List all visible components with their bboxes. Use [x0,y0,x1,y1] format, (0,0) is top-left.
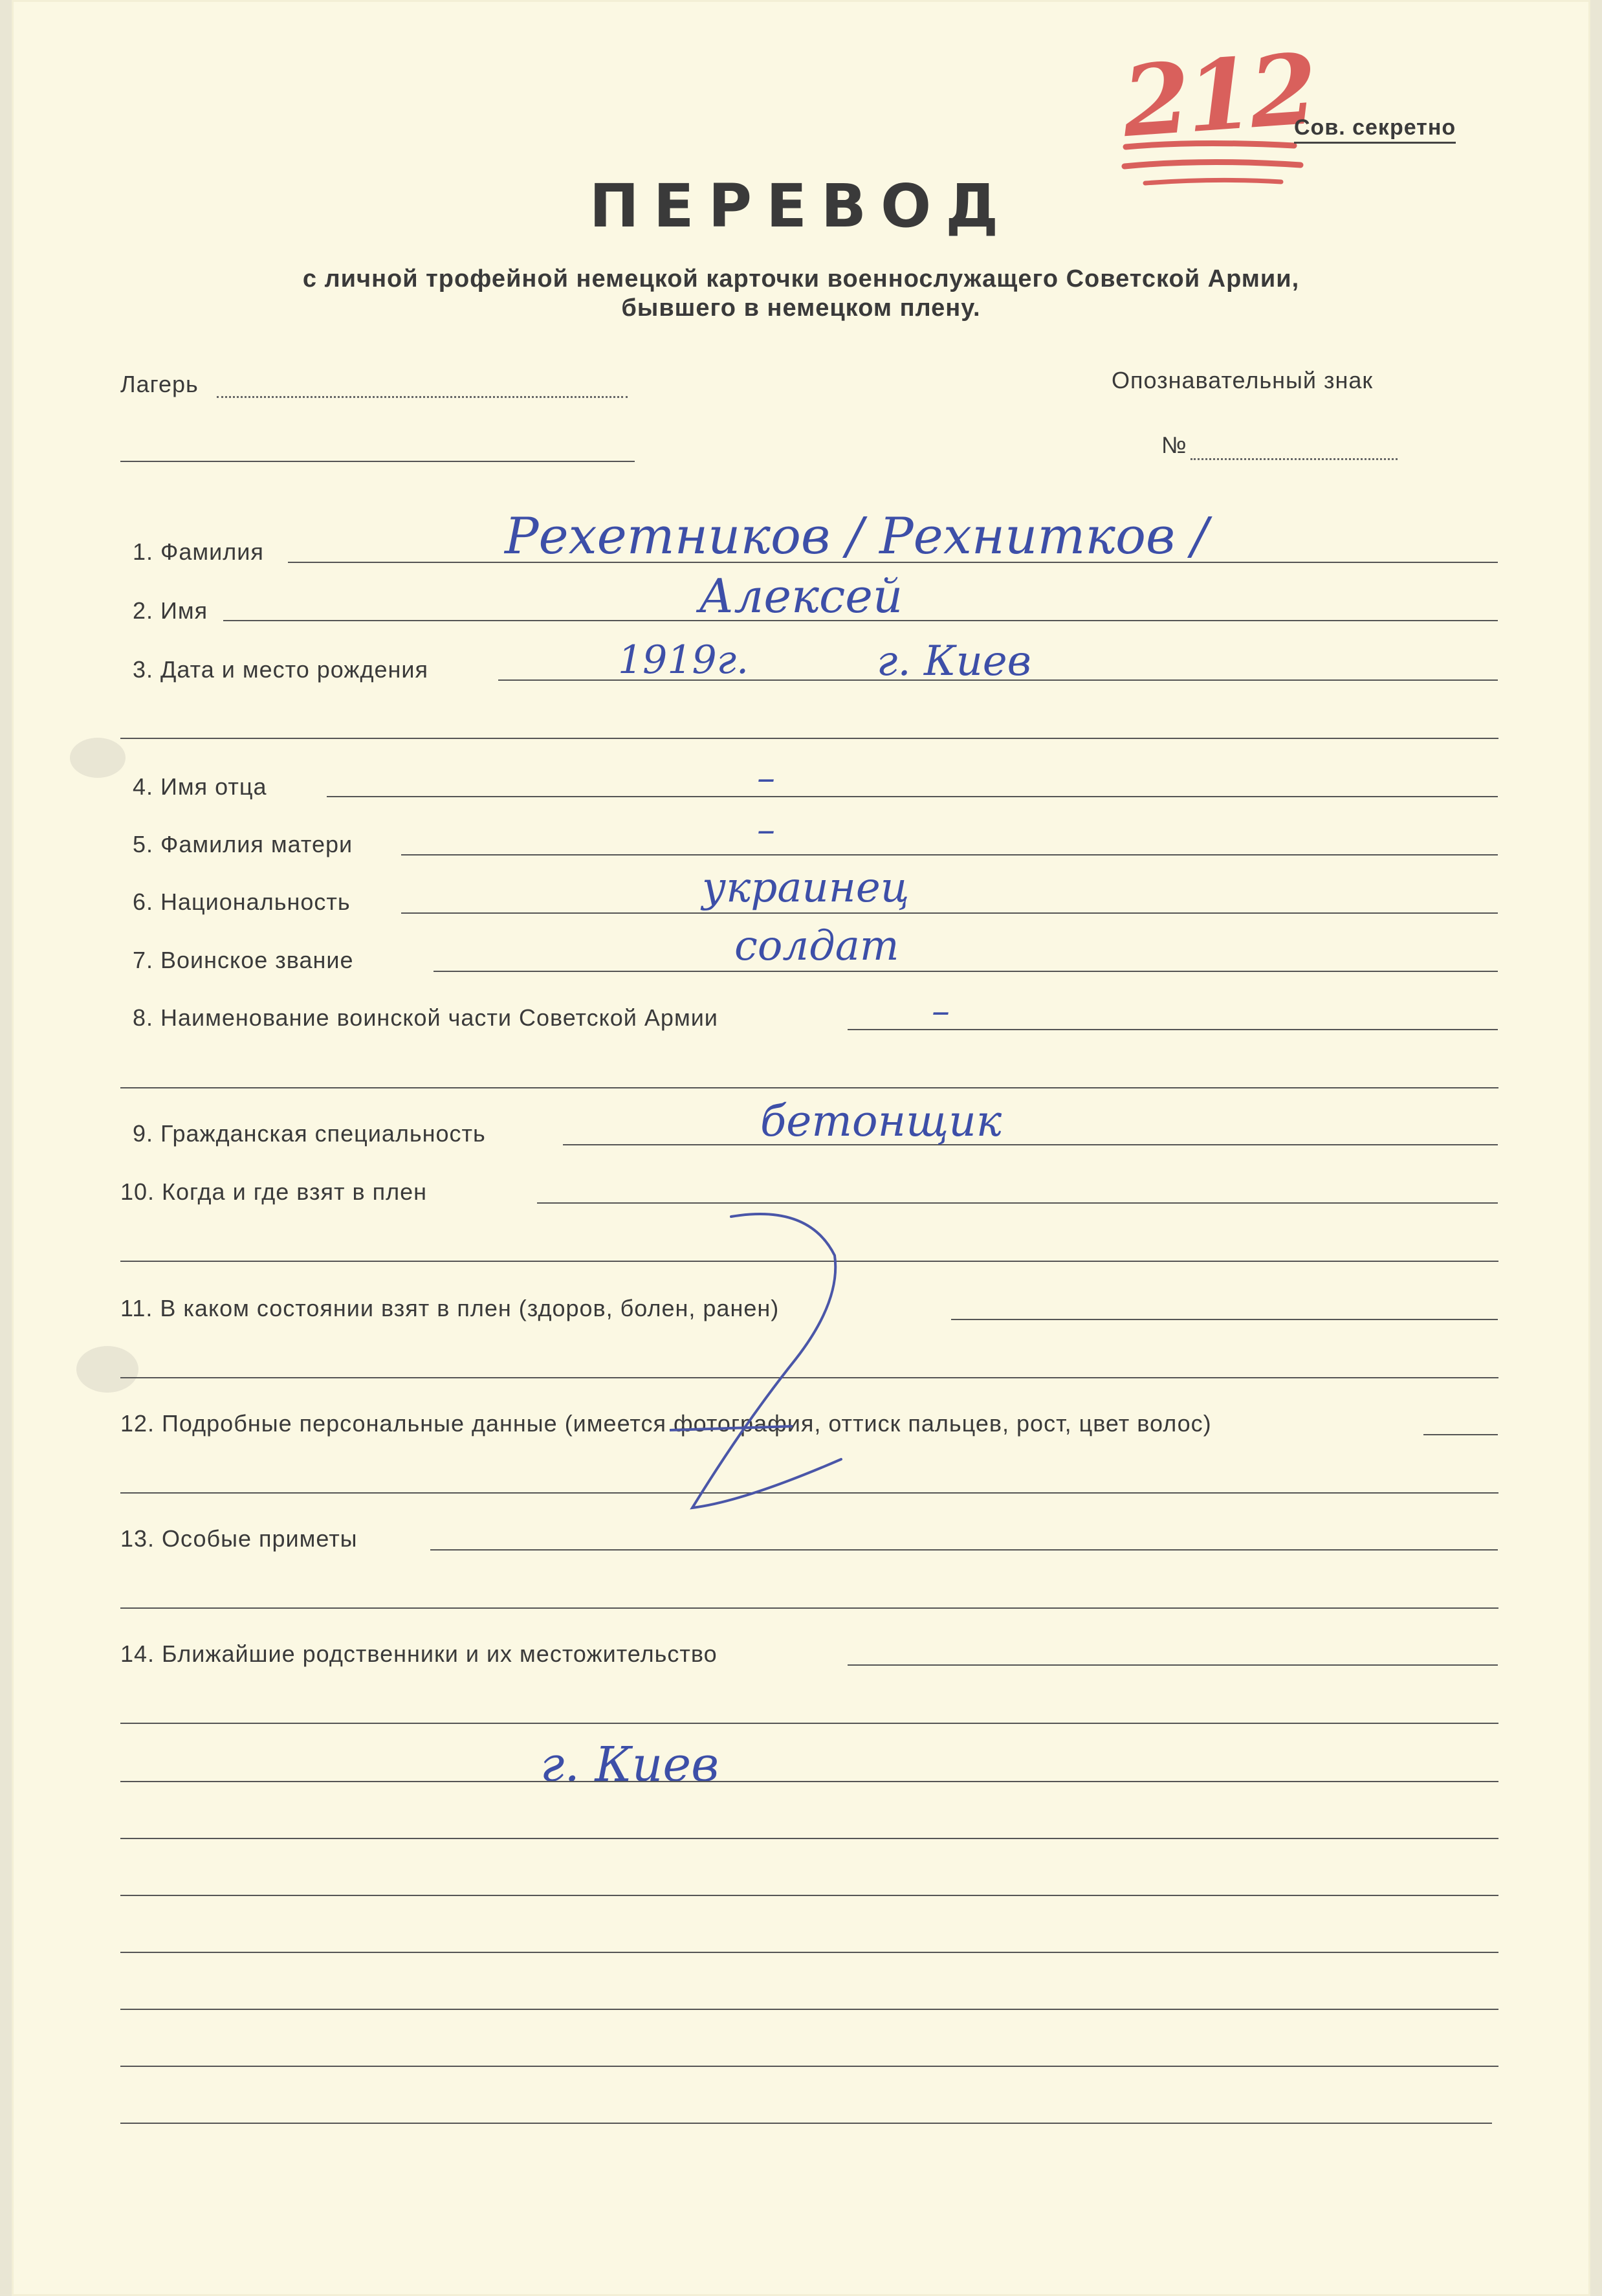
field-label-unit: 8. Наименование воинской части Советской Армии [133,1004,718,1031]
birth-place-value: г. Киев [877,637,1031,685]
field-line [848,1664,1498,1666]
field-line [120,738,1498,739]
field-line [951,1319,1498,1320]
field-label-profession: 9. Гражданская специальность [133,1120,486,1147]
classification-mark: Сов. секретно [1294,115,1456,144]
document-subtitle: бывшего в немецком плену. [621,294,981,322]
field-label-features: 13. Особые приметы [120,1525,358,1552]
stamp-number: 212 [1119,32,1317,160]
field-label-nationality: 6. Национальность [133,889,351,915]
field-line [327,796,1498,797]
id-tag-number-field [1191,458,1398,460]
document-title: ПЕРЕВОД [589,171,1013,241]
field-line [120,1607,1498,1609]
field-line [120,2123,1492,2124]
field-line [120,1781,1498,1782]
camp-field [217,396,628,398]
field-label-relatives: 14. Ближайшие родственники и их местожительство [120,1640,718,1667]
birth-year-value: 1919г. [618,637,749,683]
field-line [120,1952,1498,1953]
field-line [120,1723,1498,1724]
relatives-value: г. Киев [540,1737,719,1793]
field-line [120,1838,1498,1839]
mother-value: – [757,809,775,851]
camp-field-line [120,461,635,462]
field-label-surname: 1. Фамилия [133,538,264,565]
field-label-captured: 10. Когда и где взят в плен [120,1178,427,1205]
field-label-personal-data: 12. Подробные персональные данные (имеется фотография, оттиск пальцев, рост, цвет волос) [120,1410,1212,1437]
field-line [120,2066,1498,2067]
punch-hole [76,1346,138,1393]
field-line [120,2009,1498,2010]
field-line [120,1087,1498,1088]
field-label-name: 2. Имя [133,597,208,624]
field-line [563,1144,1498,1145]
unit-value: – [932,990,950,1032]
punch-hole [70,738,126,778]
camp-label: Лагерь [120,371,199,397]
id-tag-number-label: № [1161,432,1187,458]
field-label-rank: 7. Воинское звание [133,947,354,973]
document-subtitle: с личной трофейной немецкой карточки военнослужащего Советской Армии, [302,265,1300,293]
field-line [401,912,1498,914]
field-label-birth: 3. Дата и место рождения [133,656,428,683]
surname-value: Рехетников / Рехнитков / [505,507,1209,566]
father-value: – [757,757,775,799]
nationality-value: украинец [702,864,910,912]
rank-value: солдат [734,922,899,970]
profession-value: бетонщик [760,1096,1002,1146]
field-label-condition: 11. В каком состоянии взят в плен (здоров, болен, ранен) [120,1295,780,1321]
field-line [1423,1434,1498,1435]
id-tag-label: Опознавательный знак [1112,367,1374,393]
field-label-father: 4. Имя отца [133,773,267,800]
strikethrough-mark [666,1422,796,1435]
field-label-mother: 5. Фамилия матери [133,831,353,857]
field-line [433,971,1498,972]
field-line [120,1895,1498,1896]
handwritten-strike-mark [647,1204,906,1553]
field-line [430,1549,1498,1551]
name-value: Алексей [699,569,903,623]
field-line [401,854,1498,855]
